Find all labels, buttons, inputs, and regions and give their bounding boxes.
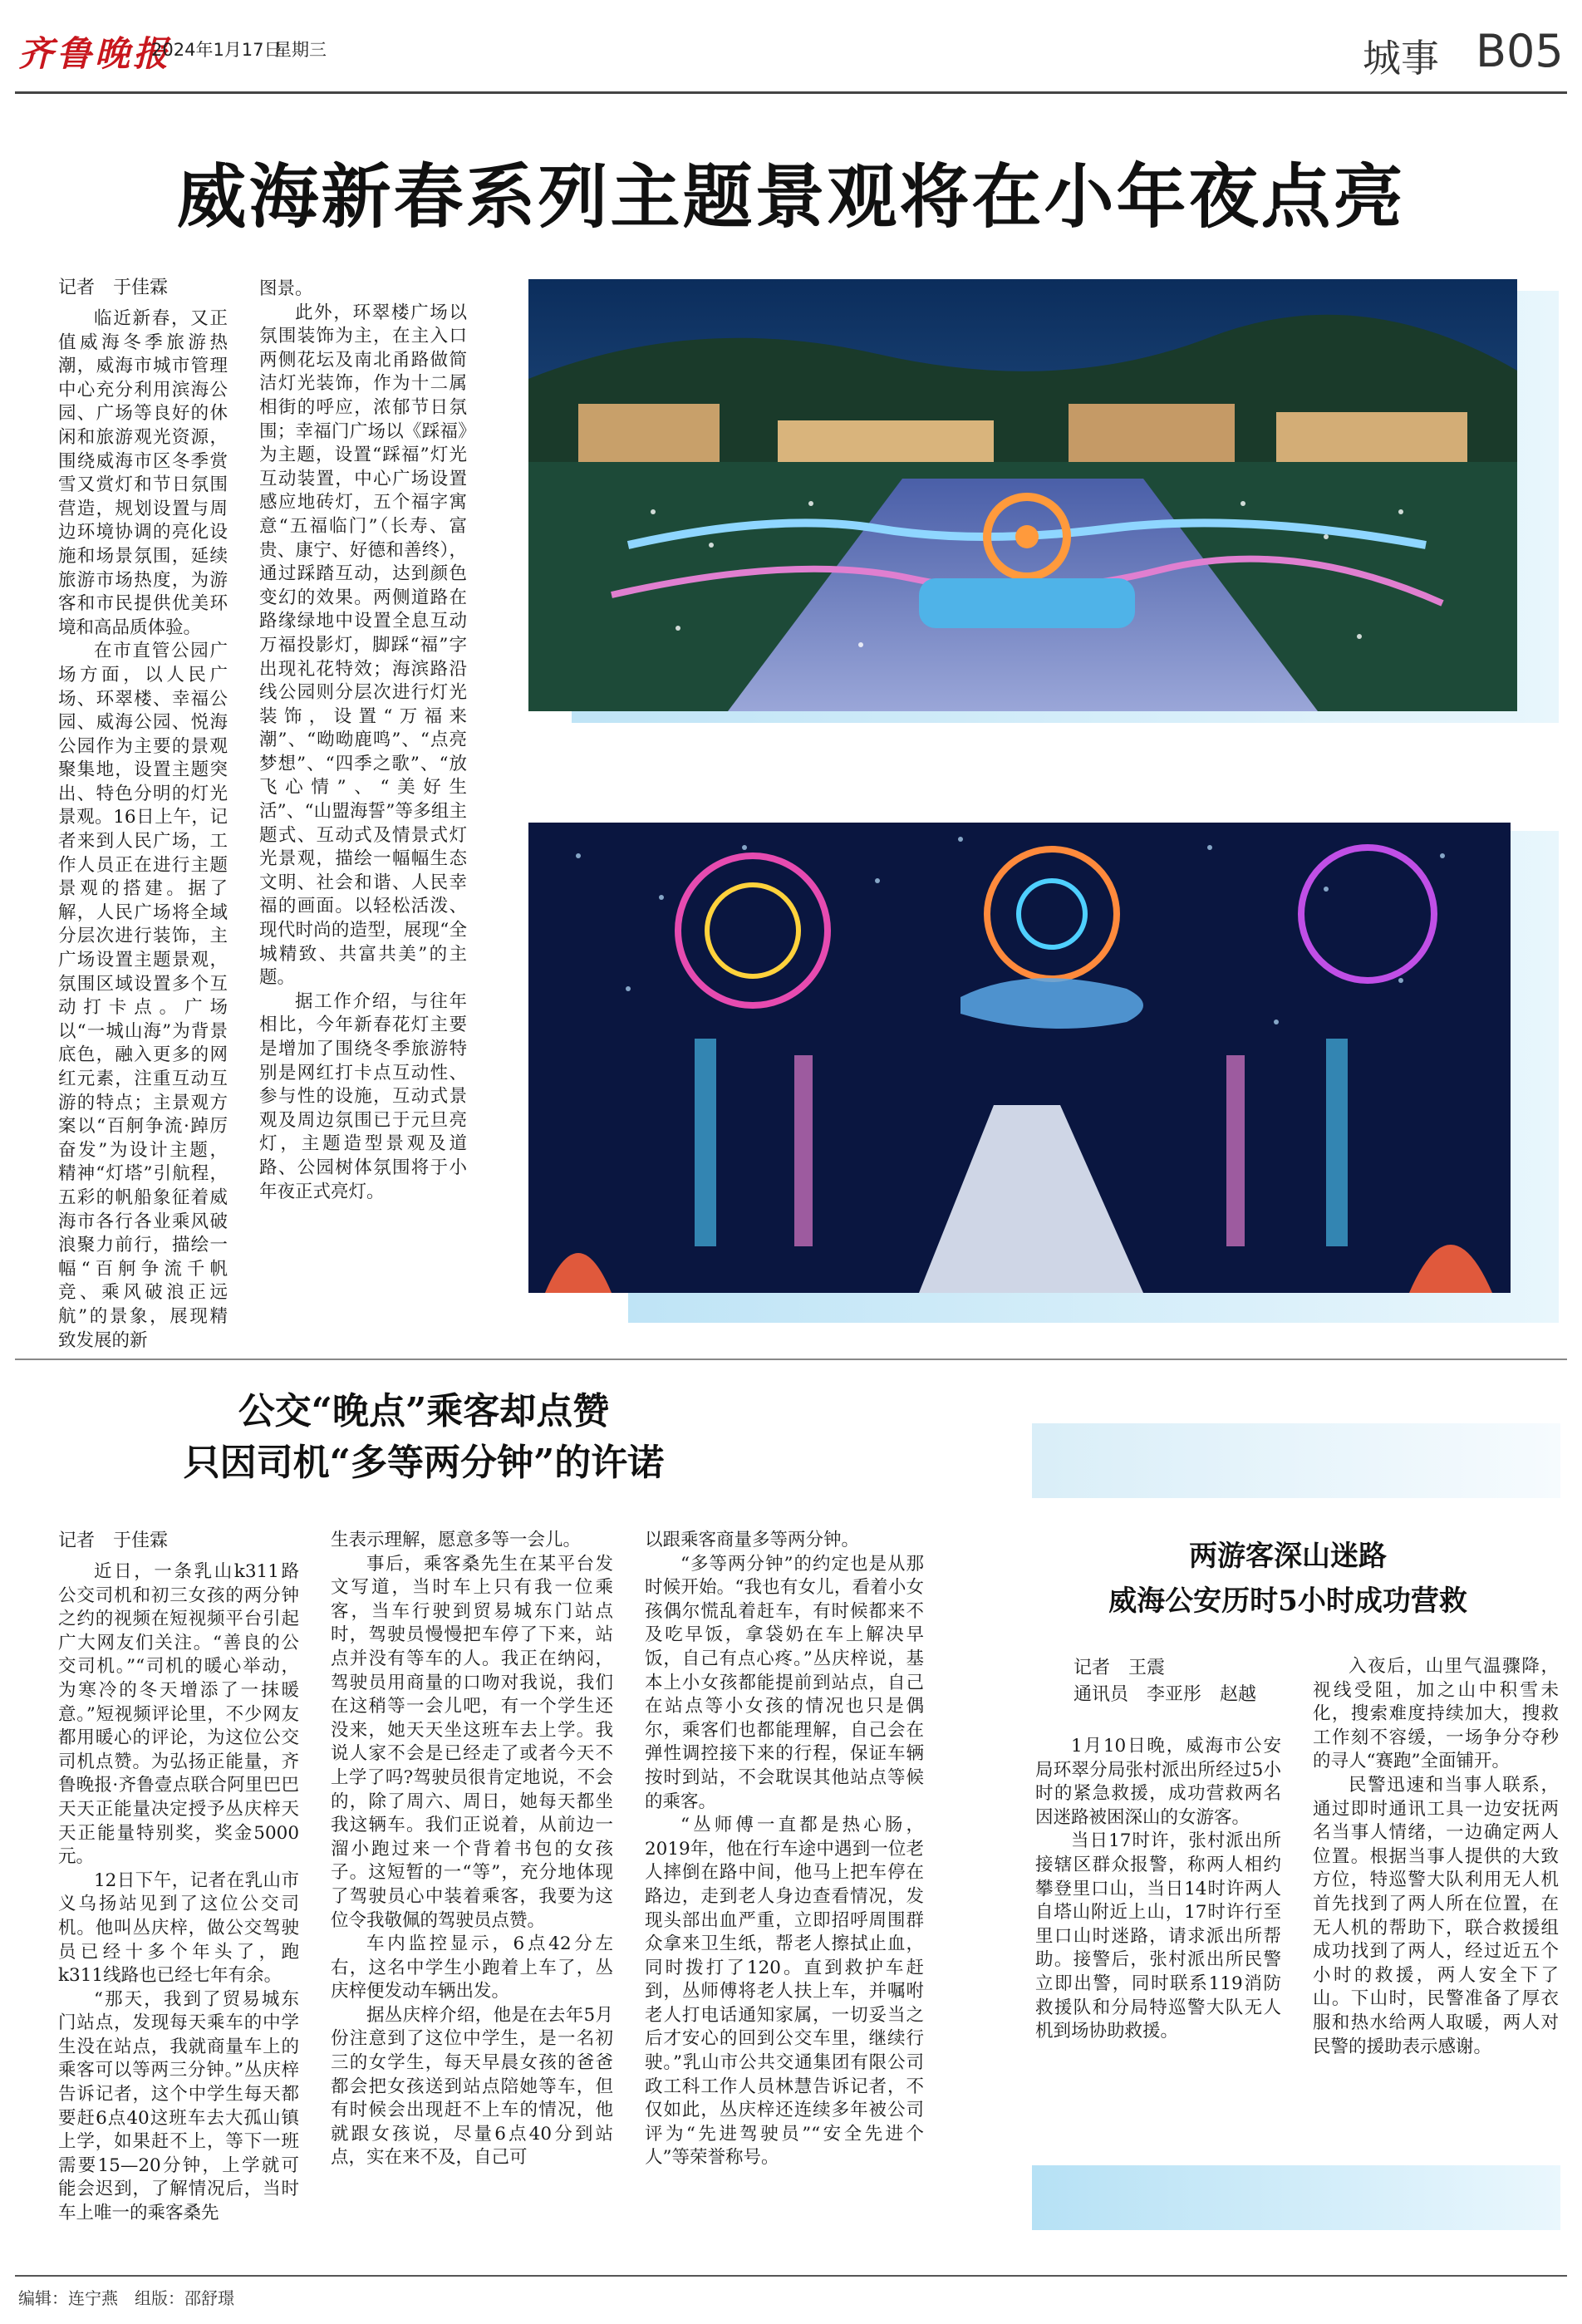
light-tunnel-photo: [528, 823, 1511, 1293]
bus-paragraph: 近日，一条乳山k311路公交司机和初三女孩的两分钟之约的视频在短视频平台引起广大网友们关注。“善良的公交司机。”“司机的暖心举动，为寒冷的冬天增添了一抹暖意。”短视频评论里，不少网友都用暖心的评论，为这位公交司机点赞。为弘扬正能量，齐鲁晚报·齐鲁壹点联合阿里巴巴天天正能量决定授予丛庆梓天天正能量特别奖，奖金5000元。: [58, 1561, 299, 1868]
bus-paragraph-continued: 生表示理解，愿意多等一会儿。: [331, 1530, 582, 1550]
bus-column-2: [331, 1529, 613, 2170]
bus-paragraph: 事后，乘客桑先生在某平台发文写道，当时车上只有我一位乘客，当车行驶到贸易城东门站点时，驾驶员慢慢把车停了下来，站点并没有等车的人。我正在纳闷，驾驶员用商量的口吻对我说，我们在这稍等一会儿吧，有一个学生还没来，她天天坐这班车去上学。我说人家不会是已经走了或者今天不上学了吗?驾驶员很肯定地说，不会的，除了周六、周日，她每天都坐我这辆车。我们正说着，从前边一溜小跑过来一个背着书包的女孩子。这短暂的一“等”，充分地体现了驾驶员心中装着乘客，我要为这位令我敬佩的驾驶员点赞。: [331, 1553, 613, 1931]
bus-paragraph: “多等两分钟”的约定也是从那时候开始。“我也有女儿，看着小女孩偶尔慌乱着赶车，有时候都来不及吃早饭，拿袋奶在车上解决早饭，自己有点心疼。”丛庆梓说，基本上小女孩都能提前到站点，自己在站点等小女孩的情况也只是偶尔，乘客们也都能理解，自己会在弹性调控接下来的行程，保证车辆按时到站，不会耽误其他站点等候的乘客。: [645, 1553, 924, 1812]
lead-column-1: [58, 274, 228, 1353]
sidebar-header-band: [1032, 1423, 1560, 1498]
rescue-paragraph: 1月10日晚，威海市公安局环翠分局张村派出所经过5小时的紧急救援，成功营救两名因迷路被困深山的女游客。: [1035, 1736, 1281, 1828]
bus-paragraph: 据丛庆梓介绍，他是在去年5月份注意到了这位中学生，是一名初三的女学生，每天早晨女孩的爸爸都会把女孩送到站点陪她等车，但有时候会出现赶不上车的情况，他就跟女孩说，尽量6点40分到站点，实在来不及，自己可: [331, 2004, 613, 2169]
rescue-byline-reporter: 记者 王震: [1074, 1658, 1166, 1678]
sidebar-footer-band: [1032, 2165, 1560, 2230]
lead-byline: 记者 于佳霖: [58, 278, 169, 298]
bus-paragraph: 车内监控显示，6点42分左右，这名中学生小跑着上车了，丛庆梓便发动车辆出发。: [331, 1933, 613, 2002]
masthead: [0, 0, 1582, 116]
lead-headline: 威海新春系列主题景观将在小年夜点亮: [176, 155, 1406, 238]
bus-paragraph-continued: 以跟乘客商量多等两分钟。: [645, 1530, 860, 1550]
rescue-headline-line-1: 两游客深山迷路: [1189, 1540, 1387, 1573]
section-name: 城事: [1363, 36, 1439, 81]
bus-headline-line-2: 只因司机“多等两分钟”的许诺: [183, 1442, 665, 1484]
newspaper-logo: 齐鲁晚报: [18, 33, 172, 74]
lead-column-2: [259, 278, 467, 1204]
rescue-byline: [1074, 1655, 1323, 1708]
rescue-paragraph: 当日17时许，张村派出所接辖区群众报警，称两人相约攀登里口山，当日14时许两人自塔山附近上山，17时许行至里口山时迷路，请求派出所帮助。接警后，张村派出所民警立即出警，同时联系119消防救援队和分局特巡警大队无人机到场协助救援。: [1035, 1830, 1281, 2042]
lead-paragraph-continued: 图景。: [259, 278, 313, 299]
bus-paragraph: “那天，我到了贸易城东门站点，发现每天乘车的中学生没在站点，我就商量车上的乘客可以等两三分钟。”丛庆梓告诉记者，这个中学生每天都要赶6点40这班车去大孤山镇上学，如果赶不上，等下一班需要15—20分钟，上学就可能会迟到，了解情况后，当时车上唯一的乘客桑先: [58, 1988, 299, 2224]
issue-date: 2024年1月17日: [151, 40, 282, 60]
bus-byline: 记者 于佳霖: [58, 1530, 169, 1551]
rescue-column-2: [1313, 1655, 1559, 2059]
rescue-paragraph: 民警迅速和当事人联系，通过即时通讯工具一边安抚两名当事人情绪，一边确定两人位置。根据当事人提供的大致方位，特巡警大队利用无人机首先找到了两人所在位置，在无人机的帮助下，联合救援组成功找到了两人，经过近五个小时的救援，两人安全下了山。下山时，民警准备了厚衣服和热水给两人取暖，两人对民警的援助表示感谢。: [1313, 1774, 1559, 2057]
rescue-headline: [1030, 1534, 1545, 1624]
page-number: B05: [1476, 25, 1564, 77]
lead-paragraph: 此外，环翠楼广场以氛围装饰为主，在主入口两侧花坛及南北甬路做简洁灯光装饰，作为十二属相街的呼应，浓郁节日氛围；幸福门广场以《踩福》为主题，设置“踩福”灯光互动装置，中心广场设置感应地砖灯，五个福字寓意“五福临门”（长寿、富贵、康宁、好德和善终），通过踩踏互动，达到颜色变幻的效果。两侧道路在路缘绿地中设置全息互动万福投影灯，脚踩“福”字出现礼花特效；海滨路沿线公园则分层次进行灯光装饰，设置“万福来潮”、“呦呦鹿鸣”、“点亮梦想”、“四季之歌”、“放飞心情”、“美好生活”、“山盟海誓”等多组主题式、互动式及情景式灯光景观，描绘一幅幅生态文明、社会和谐、人民幸福的画面。以轻松活泼、现代时尚的造型，展现“全城精致、共富共美”的主题。: [259, 302, 467, 989]
square-night-lights-photo: [528, 279, 1517, 711]
section-divider: [15, 1359, 1567, 1360]
rescue-byline-correspondents: 通讯员 李亚彤 赵越: [1074, 1684, 1257, 1705]
lead-paragraph: 据工作介绍，与往年相比，今年新春花灯主要是增加了围绕冬季旅游特别是网红打卡点互动性、参与性的设施，互动式景观及周边氛围已于元旦亮灯，主题造型景观及道路、公园树体氛围将于小年夜正式亮灯。: [259, 990, 467, 1202]
rescue-headline-line-2: 威海公安历时5小时成功营救: [1108, 1585, 1467, 1618]
lead-paragraph: 在市直管公园广场方面，以人民广场、环翠楼、幸福公园、威海公园、悦海公园作为主要的景观聚集地，设置主题突出、特色分明的灯光景观。16日上午，记者来到人民广场，工作人员正在进行主题景观的搭建。据了解，人民广场将全域分层次进行装饰，主广场设置主题景观，氛围区域设置多个互动打卡点。广场以“一城山海”为背景底色，融入更多的网红元素，注重互动互游的特点；主景观方案以“百舸争流·踔厉奋发”为设计主题，精神“灯塔”引航程，五彩的帆船象征着威海市各行各业乘风破浪聚力前行，描绘一幅“百舸争流千帆竞、乘风破浪正远航”的景象，展现精致发展的新: [58, 641, 228, 1351]
bus-paragraph: 12日下午，记者在乳山市义乌扬站见到了这位公交司机。他叫丛庆梓，做公交驾驶员已经十多个年头了，跑k311线路也已经七年有余。: [58, 1870, 299, 1987]
bus-column-3: [645, 1529, 924, 2170]
bus-story-headline: [66, 1386, 781, 1489]
issue-weekday: 星期三: [274, 40, 327, 60]
bus-paragraph: “丛师傅一直都是热心肠，2019年，他在行车途中遇到一位老人摔倒在路中间，他马上把车停在路边，走到老人身边查看情况，发现头部出血严重，立即招呼周围群众拿来卫生纸，帮老人擦拭止血，同时拨打了120。直到救护车赶到，丛师傅将老人扶上车，并嘱咐老人打电话通知家属，一切妥当之后才安心的回到公交车里，继续行驶。”乳山市公共交通集团有限公司政工科工作人员林慧告诉记者，不仅如此，丛庆梓还连续多年被公司评为“先进驾驶员”“安全先进个人”等荣誉称号。: [645, 1815, 924, 2169]
editor-credits: 编辑：连宁燕 组版：邵舒璟: [18, 2288, 234, 2308]
rescue-paragraph: 入夜后，山里气温骤降，视线受阻，加之山中积雪未化，搜索难度持续加大，搜救工作刻不容缓，一场争分夺秒的寻人“赛跑”全面铺开。: [1313, 1656, 1559, 1772]
lead-paragraph: 临近新春，又正值威海冬季旅游热潮，威海市城市管理中心充分利用滨海公园、广场等良好的休闲和旅游观光资源，围绕威海市区冬季赏雪又赏灯和节日氛围营造，规划设置与周边环境协调的亮化设施和场景氛围，延续旅游市场热度，为游客和市民提供优美环境和高品质体验。: [58, 308, 228, 638]
top-rule: [15, 91, 1567, 94]
rescue-column-1: [1035, 1735, 1281, 2044]
bus-column-1: [58, 1527, 299, 2226]
footer-rule: [15, 2275, 1567, 2277]
bus-headline-line-1: 公交“晚点”乘客却点赞: [238, 1390, 610, 1432]
